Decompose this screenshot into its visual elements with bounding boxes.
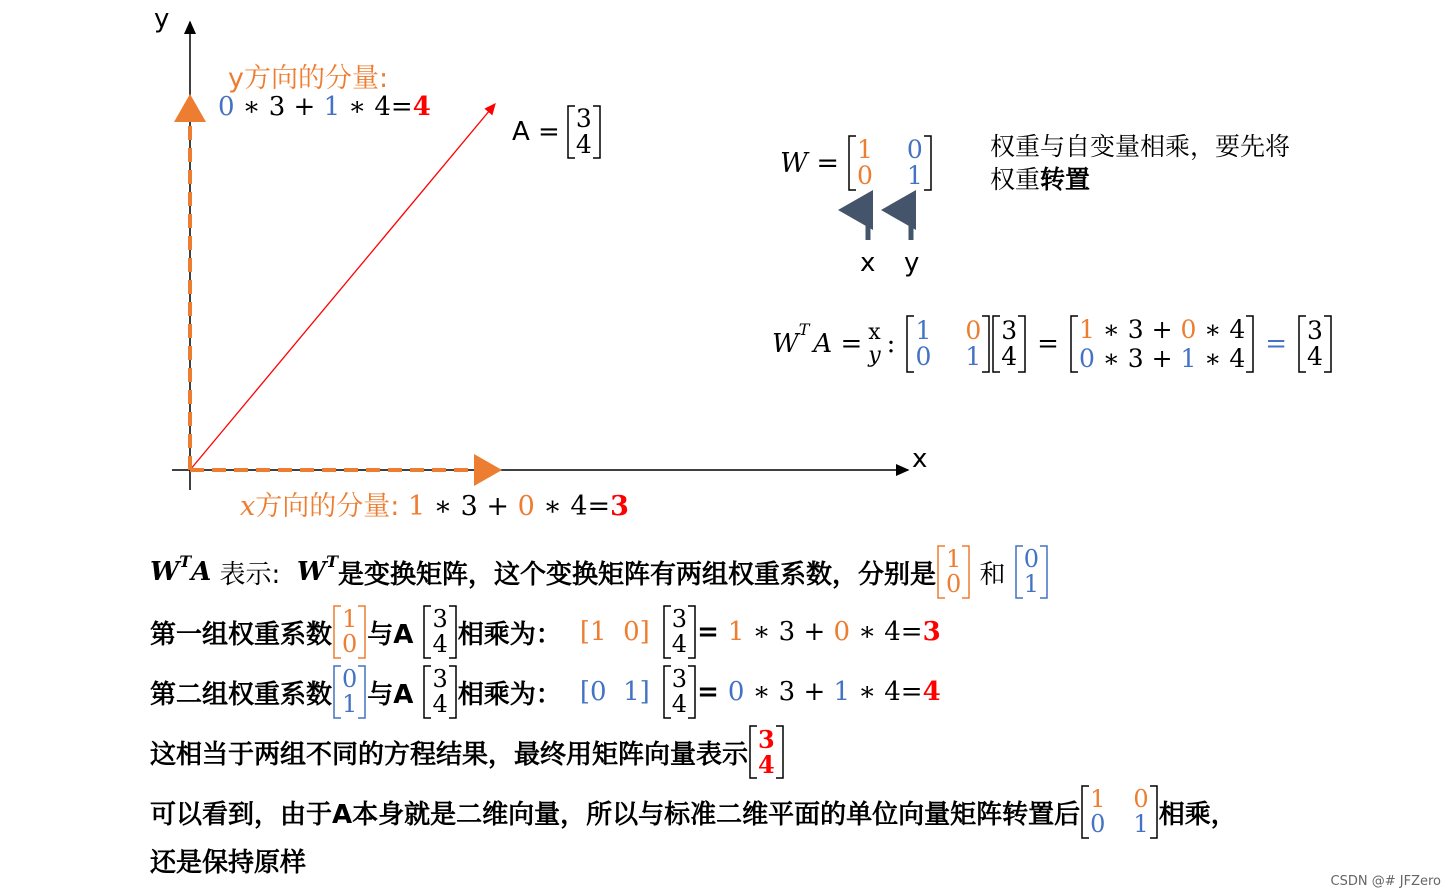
note-line1: 权重与自变量相乘，要先将	[990, 132, 1291, 161]
watermark: CSDN @# JFZero	[1330, 874, 1441, 889]
x-axis-label: x	[912, 444, 928, 474]
transpose-note	[990, 130, 1290, 196]
W-definition: W = 1 0 0 1	[780, 134, 933, 192]
text-line-1: W $^T$ A 表示: W $^T$ 是变换矩阵，这个变换矩阵有两组权重系数，分别是 1 0 和 0 1	[150, 544, 1049, 600]
text-line-2: 第一组权重系数 1 0 与A 3 4 相乘为： [1 0] 3 4 = 1 ∗ 3 + 0 ∗ 4=3	[150, 604, 941, 658]
text-line-3: 第二组权重系数 0 1 与A 3 4 相乘为： [0 1] 3 4 = 0 ∗ 3 + 1 ∗ 4=4	[150, 664, 941, 718]
y-axis-label: y	[154, 4, 170, 34]
WTA-equation: W $^T$ A = x y : 1 0 0 1 3 4 = 1 ∗ 3 + 0 ∗ 4 0 ∗ 3 + 1 ∗ 4 = 3 4	[772, 314, 1333, 374]
vector-A-label: A = 3 4	[512, 104, 602, 160]
x-component-formula: x方向的分量: 1 ∗ 3 + 0 ∗ 4=3	[240, 491, 629, 522]
text-line-4: 这相当于两组不同的方程结果，最终用矩阵向量表示 3 4	[150, 724, 785, 780]
text-line-5: 可以看到，由于A本身就是二维向量，所以与标准二维平面的单位向量矩阵转置后 1 0 0 1 相乘，	[150, 784, 1237, 838]
y-component-formula: 0 ∗ 3 + 1 ∗ 4=4	[218, 92, 431, 122]
y-component-title: y方向的分量:	[228, 63, 389, 94]
vector-A-arrow	[190, 104, 495, 470]
arrow-x-label: x	[860, 248, 876, 278]
text-line-6: 还是保持原样	[150, 848, 307, 878]
arrow-y-label: y	[904, 248, 920, 278]
note-line2: 权重转置	[990, 165, 1091, 194]
